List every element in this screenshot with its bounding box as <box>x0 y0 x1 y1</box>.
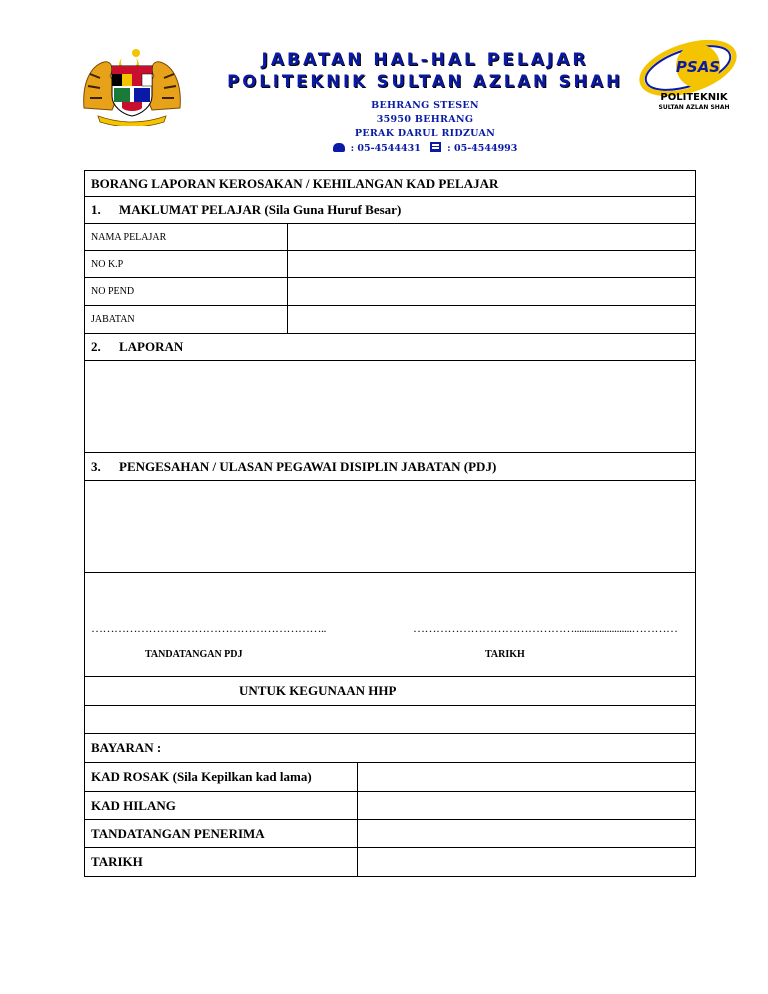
office-blank-row[interactable] <box>85 706 696 734</box>
field-row <box>85 278 696 306</box>
section-1-title: MAKLUMAT PELAJAR (Sila Guna Huruf Besar) <box>119 202 402 217</box>
fax-number: : 05-4544993 <box>447 143 518 154</box>
phone-number: : 05-4544431 <box>350 143 421 154</box>
office-input-tarikh[interactable] <box>357 848 695 877</box>
office-input-kad-rosak[interactable] <box>357 763 695 792</box>
date-line[interactable]: …………………………………….......................………… <box>413 621 678 635</box>
section-3-title: PENGESAHAN / ULASAN PEGAWAI DISIPLIN JABATAN (PDJ) <box>119 458 497 474</box>
institution-title: POLITEKNIK SULTAN AZLAN SHAH <box>227 72 623 91</box>
field-input-nama-pelajar[interactable] <box>287 224 695 251</box>
field-input-jabatan[interactable] <box>287 306 695 334</box>
field-label-no-kp: NO K.P <box>85 251 288 278</box>
office-row <box>85 820 696 848</box>
contact-line <box>190 142 660 154</box>
section-1-header <box>85 197 696 224</box>
field-input-no-kp[interactable] <box>287 251 695 278</box>
field-row <box>85 251 696 278</box>
address-line-1: BEHRANG STESEN <box>371 100 479 111</box>
form-title: BORANG LAPORAN KEROSAKAN / KEHILANGAN KAD PELAJAR <box>85 171 696 197</box>
address-line-3: PERAK DARUL RIDZUAN <box>354 128 496 139</box>
office-use-title: UNTUK KEGUNAAN HHP <box>85 677 696 706</box>
office-row <box>85 848 696 877</box>
field-label-jabatan: JABATAN <box>85 306 288 334</box>
logo-text: PSAS <box>675 58 721 76</box>
office-input-kad-hilang[interactable] <box>357 792 695 820</box>
office-input-tandatangan-penerima[interactable] <box>357 820 695 848</box>
office-label-tandatangan-penerima: TANDATANGAN PENERIMA <box>85 820 358 848</box>
section-3-header <box>85 453 696 481</box>
payment-label: BAYARAN : <box>85 734 696 763</box>
signature-line[interactable]: …………………………………………………….. <box>91 621 326 635</box>
date-label: TARIKH <box>485 649 525 660</box>
section-2-title: LAPORAN <box>119 339 184 354</box>
fax-icon <box>430 142 441 152</box>
logo-caption-1: POLITEKNIK <box>660 92 728 103</box>
field-input-no-pend[interactable] <box>287 278 695 306</box>
office-label-tarikh: TARIKH <box>85 848 358 877</box>
signature-label: TANDATANGAN PDJ <box>145 649 243 660</box>
office-label-kad-rosak: KAD ROSAK (Sila Kepilkan kad lama) <box>85 763 358 792</box>
office-row <box>85 763 696 792</box>
report-form <box>84 170 696 877</box>
logo-caption-2: SULTAN AZLAN SHAH <box>658 104 730 111</box>
address-line-2: 35950 BEHRANG <box>376 114 474 125</box>
section-3-number: 3. <box>91 458 101 474</box>
telephone-icon <box>333 143 345 152</box>
signature-block <box>85 573 696 677</box>
pdj-comment-area[interactable] <box>85 481 696 573</box>
department-title: JABATAN HAL-HAL PELAJAR <box>261 50 589 70</box>
psas-logo-icon <box>636 22 748 118</box>
report-text-area[interactable] <box>85 361 696 453</box>
section-1-number: 1. <box>91 202 101 217</box>
section-2-number: 2. <box>91 339 101 354</box>
office-label-kad-hilang: KAD HILANG <box>85 792 358 820</box>
field-row <box>85 306 696 334</box>
field-row <box>85 224 696 251</box>
field-label-no-pend: NO PEND <box>85 278 288 306</box>
malaysia-coat-of-arms-icon <box>78 44 186 126</box>
field-label-nama-pelajar: NAMA PELAJAR <box>85 224 288 251</box>
office-row <box>85 792 696 820</box>
section-2-header <box>85 334 696 361</box>
